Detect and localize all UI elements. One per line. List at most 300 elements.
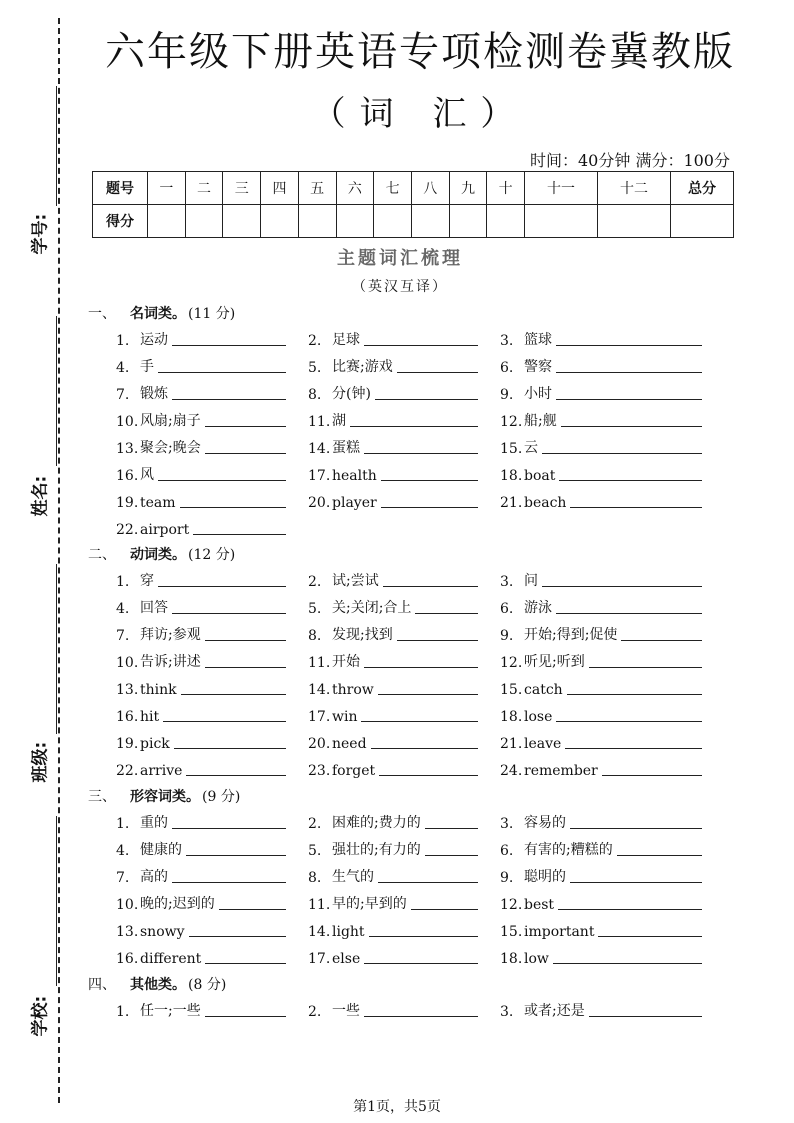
answer-blank[interactable] (205, 1002, 286, 1017)
vocab-item (308, 597, 478, 617)
item-word: low (524, 951, 549, 967)
score-table (92, 171, 734, 238)
item-word: 比赛;游戏 (332, 359, 393, 375)
item-word: 高的 (140, 869, 168, 885)
item-word: 发现;找到 (332, 627, 393, 643)
vocab-item (500, 624, 702, 644)
student-id-line[interactable] (56, 86, 57, 206)
answer-blank[interactable] (205, 439, 286, 454)
item-number: 16. (116, 709, 139, 725)
item-number: 22. (116, 522, 139, 538)
item-word: health (332, 468, 377, 484)
item-number: 3. (500, 816, 514, 832)
vocab-item (500, 491, 702, 511)
school-label: 学校: (30, 995, 51, 1037)
item-word: team (140, 495, 176, 511)
vocab-item (116, 893, 286, 913)
vocab-item (500, 759, 702, 779)
column-header: 八 (411, 172, 449, 205)
item-number: 11. (308, 655, 331, 671)
item-number: 21. (500, 736, 523, 752)
item-number: 1. (116, 1004, 130, 1020)
answer-blank[interactable] (397, 626, 478, 641)
school-line[interactable] (56, 816, 57, 986)
vocab-item (500, 437, 702, 457)
answer-blank[interactable] (558, 895, 702, 910)
answer-blank[interactable] (570, 814, 702, 829)
answer-blank[interactable] (542, 439, 702, 454)
item-word: 健康的 (140, 842, 182, 858)
class-label: 班级: (30, 741, 51, 783)
vocab-item (500, 893, 702, 913)
answer-blank[interactable] (542, 572, 702, 587)
section-number: 三、 (88, 789, 116, 805)
item-number: 6. (500, 360, 514, 376)
item-word: light (332, 924, 365, 940)
item-word: pick (140, 736, 170, 752)
item-number: 16. (116, 951, 139, 967)
vocab-item (116, 624, 286, 644)
answer-blank[interactable] (556, 385, 702, 400)
item-number: 12. (500, 655, 523, 671)
answer-blank[interactable] (415, 599, 478, 614)
item-word: catch (524, 682, 563, 698)
item-number: 23. (308, 763, 331, 779)
item-number: 4. (116, 601, 130, 617)
score-row-header: 得分 (93, 205, 148, 238)
score-cell[interactable] (223, 205, 261, 238)
vocab-item (308, 410, 478, 430)
item-word: 问 (524, 573, 538, 589)
item-word: 游泳 (524, 600, 552, 616)
item-number: 5. (308, 601, 322, 617)
item-number: 19. (116, 495, 139, 511)
item-word: 小时 (524, 386, 552, 402)
item-number: 21. (500, 495, 523, 511)
column-header: 九 (449, 172, 487, 205)
item-number: 1. (116, 333, 130, 349)
answer-blank[interactable] (598, 922, 702, 937)
answer-blank[interactable] (378, 680, 478, 695)
answer-blank[interactable] (186, 841, 286, 856)
answer-blank[interactable] (364, 949, 478, 964)
vocab-item (308, 329, 478, 349)
item-word: 手 (140, 359, 154, 375)
answer-blank[interactable] (364, 439, 478, 454)
vocab-item (308, 812, 478, 832)
column-header: 十一 (525, 172, 598, 205)
answer-blank[interactable] (425, 814, 478, 829)
answer-blank[interactable] (378, 868, 478, 883)
answer-blank[interactable] (172, 814, 286, 829)
item-word: 生气的 (332, 869, 374, 885)
section-score: (12 分) (188, 547, 236, 563)
section-number: 四、 (88, 977, 116, 993)
item-number: 8. (308, 870, 322, 886)
item-word: 开始 (332, 654, 360, 670)
item-word: different (140, 951, 202, 967)
item-word: else (332, 951, 361, 967)
answer-blank[interactable] (350, 412, 478, 427)
item-word: important (524, 924, 595, 940)
answer-blank[interactable] (181, 680, 286, 695)
student-id-field[interactable] (18, 80, 58, 270)
page-footer: 第1页，共5页 (353, 1099, 441, 1115)
answer-blank[interactable] (158, 466, 286, 481)
item-word: 分(钟) (332, 386, 371, 402)
section-score: (8 分) (188, 977, 227, 993)
item-word: boat (524, 468, 556, 484)
item-number: 4. (116, 360, 130, 376)
answer-blank[interactable] (158, 572, 286, 587)
answer-blank[interactable] (621, 626, 702, 641)
item-number: 6. (500, 601, 514, 617)
item-word: 警察 (524, 359, 552, 375)
item-word: 关;关闭;合上 (332, 600, 412, 616)
answer-blank[interactable] (553, 949, 702, 964)
cut-line (58, 18, 60, 1103)
vocab-item (500, 839, 702, 859)
item-number: 5. (308, 843, 322, 859)
theme-subtitle: （英汉互译） (352, 279, 448, 295)
score-cell[interactable] (261, 205, 299, 238)
answer-blank[interactable] (364, 1002, 478, 1017)
item-word: 听见;听到 (524, 654, 585, 670)
answer-blank[interactable] (556, 707, 702, 722)
item-word: player (332, 495, 377, 511)
vocab-item (308, 437, 478, 457)
vocab-item (500, 947, 702, 967)
answer-blank[interactable] (369, 922, 478, 937)
score-cell[interactable] (487, 205, 525, 238)
answer-blank[interactable] (364, 653, 478, 668)
theme-title: 主题词汇梳理 (337, 248, 463, 269)
vocab-item (500, 383, 702, 403)
class-field[interactable] (18, 564, 58, 783)
item-number: 22. (116, 763, 139, 779)
vocab-item (116, 839, 286, 859)
answer-blank[interactable] (589, 653, 702, 668)
column-header: 三 (223, 172, 261, 205)
vocab-item (116, 464, 286, 484)
section-heading (88, 303, 235, 323)
score-cell[interactable] (525, 205, 598, 238)
item-number: 8. (308, 387, 322, 403)
answer-blank[interactable] (561, 412, 702, 427)
item-number: 2. (308, 574, 322, 590)
column-header: 十二 (597, 172, 670, 205)
item-word: 聚会;晚会 (140, 440, 201, 456)
vocab-item (308, 732, 478, 752)
item-number: 2. (308, 333, 322, 349)
vocab-item (308, 759, 478, 779)
item-word: 或者;还是 (524, 1003, 585, 1019)
time-info: 时间：40分钟 满分：100分 (530, 151, 730, 170)
item-word: win (332, 709, 358, 725)
item-number: 6. (500, 843, 514, 859)
vocab-item (116, 947, 286, 967)
item-word: leave (524, 736, 562, 752)
vocab-item (116, 518, 286, 538)
vocab-item (116, 410, 286, 430)
answer-blank[interactable] (383, 572, 478, 587)
item-number: 9. (500, 628, 514, 644)
item-number: 18. (500, 951, 523, 967)
item-number: 3. (500, 333, 514, 349)
answer-blank[interactable] (219, 895, 286, 910)
name-field[interactable] (18, 316, 58, 526)
item-word: 有害的;糟糕的 (524, 842, 613, 858)
answer-blank[interactable] (617, 841, 702, 856)
answer-blank[interactable] (205, 412, 286, 427)
vocab-item (116, 920, 286, 940)
item-number: 4. (116, 843, 130, 859)
score-cell[interactable] (298, 205, 336, 238)
answer-blank[interactable] (205, 653, 286, 668)
item-number: 13. (116, 924, 139, 940)
answer-blank[interactable] (602, 761, 702, 776)
vocab-item (308, 678, 478, 698)
item-number: 10. (116, 897, 139, 913)
answer-blank[interactable] (570, 493, 702, 508)
item-number: 10. (116, 655, 139, 671)
item-word: think (140, 682, 177, 698)
answer-blank[interactable] (570, 868, 702, 883)
vocab-item (500, 570, 702, 590)
vocab-item (308, 920, 478, 940)
column-header: 十 (487, 172, 525, 205)
item-word: 风扇;扇子 (140, 413, 201, 429)
item-word: 运动 (140, 332, 168, 348)
item-word: 重的 (140, 815, 168, 831)
answer-blank[interactable] (375, 385, 478, 400)
item-number: 2. (308, 1004, 322, 1020)
answer-blank[interactable] (193, 520, 286, 535)
answer-blank[interactable] (559, 466, 702, 481)
vocab-item (308, 356, 478, 376)
item-number: 7. (116, 870, 130, 886)
vocab-item (500, 410, 702, 430)
section-score: (9 分) (202, 789, 241, 805)
vocab-item (116, 812, 286, 832)
answer-blank[interactable] (205, 626, 286, 641)
item-word: hit (140, 709, 160, 725)
vocab-item (500, 920, 702, 940)
item-number: 13. (116, 682, 139, 698)
answer-blank[interactable] (163, 707, 286, 722)
answer-blank[interactable] (172, 331, 286, 346)
item-word: 锻炼 (140, 386, 168, 402)
total-score-header: 总分 (671, 172, 734, 205)
vocab-item (116, 705, 286, 725)
section-heading (88, 544, 235, 564)
answer-blank[interactable] (180, 493, 286, 508)
vocab-item (116, 383, 286, 403)
vocab-item (500, 597, 702, 617)
item-word: throw (332, 682, 374, 698)
item-number: 1. (116, 816, 130, 832)
item-number: 24. (500, 763, 523, 779)
score-table-header-row (93, 172, 734, 205)
item-number: 17. (308, 951, 331, 967)
answer-blank[interactable] (589, 1002, 702, 1017)
answer-blank[interactable] (381, 493, 478, 508)
section-score: (11 分) (188, 306, 236, 322)
answer-blank[interactable] (567, 680, 702, 695)
item-number: 18. (500, 468, 523, 484)
item-number: 17. (308, 468, 331, 484)
vocab-item (308, 947, 478, 967)
column-header: 五 (298, 172, 336, 205)
answer-blank[interactable] (174, 734, 286, 749)
vocab-item (116, 759, 286, 779)
item-number: 7. (116, 387, 130, 403)
score-cell[interactable] (374, 205, 412, 238)
answer-blank[interactable] (172, 868, 286, 883)
vocab-item (116, 491, 286, 511)
item-number: 7. (116, 628, 130, 644)
vocab-item (116, 651, 286, 671)
section-title: 其他类。 (130, 977, 186, 993)
item-word: 告诉;讲述 (140, 654, 201, 670)
item-number: 12. (500, 414, 523, 430)
answer-blank[interactable] (411, 895, 478, 910)
vocab-item (308, 705, 478, 725)
answer-blank[interactable] (397, 358, 478, 373)
section-title: 动词类。 (130, 547, 186, 563)
item-number: 14. (308, 682, 331, 698)
item-number: 13. (116, 441, 139, 457)
vocab-item (116, 866, 286, 886)
vocab-item (116, 597, 286, 617)
answer-blank[interactable] (189, 922, 286, 937)
item-number: 19. (116, 736, 139, 752)
answer-blank[interactable] (556, 599, 702, 614)
item-word: arrive (140, 763, 183, 779)
item-number: 11. (308, 414, 331, 430)
score-cell[interactable] (411, 205, 449, 238)
item-word: 开始;得到;促使 (524, 627, 618, 643)
item-number: 1. (116, 574, 130, 590)
item-word: 湖 (332, 413, 346, 429)
item-word: 一些 (332, 1003, 360, 1019)
vocab-item (116, 732, 286, 752)
item-number: 15. (500, 924, 523, 940)
section-number: 二、 (88, 547, 116, 563)
answer-blank[interactable] (556, 358, 702, 373)
item-word: 任一;一些 (140, 1003, 201, 1019)
answer-blank[interactable] (381, 466, 478, 481)
item-word: need (332, 736, 367, 752)
score-cell[interactable] (336, 205, 374, 238)
section-heading (88, 786, 240, 806)
score-cell[interactable] (597, 205, 670, 238)
item-word: 回答 (140, 600, 168, 616)
item-word: 早的;早到的 (332, 896, 407, 912)
answer-blank[interactable] (205, 949, 286, 964)
item-word: 晚的;迟到的 (140, 896, 215, 912)
vocab-item (308, 491, 478, 511)
item-number: 9. (500, 870, 514, 886)
vocab-item (500, 1000, 702, 1020)
score-cell[interactable] (185, 205, 223, 238)
item-number: 11. (308, 897, 331, 913)
answer-blank[interactable] (565, 734, 702, 749)
answer-blank[interactable] (364, 331, 478, 346)
answer-blank[interactable] (158, 358, 286, 373)
question-number-header: 题号 (93, 172, 148, 205)
item-word: 风 (140, 467, 154, 483)
vocab-item (308, 1000, 478, 1020)
answer-blank[interactable] (379, 761, 478, 776)
vocab-item (308, 464, 478, 484)
answer-blank[interactable] (425, 841, 478, 856)
vocab-item (308, 570, 478, 590)
class-line[interactable] (56, 564, 57, 734)
school-field[interactable] (18, 816, 58, 1036)
item-number: 17. (308, 709, 331, 725)
item-number: 16. (116, 468, 139, 484)
score-cell[interactable] (148, 205, 186, 238)
item-word: 困难的;费力的 (332, 815, 421, 831)
section-title: 形容词类。 (130, 789, 200, 805)
vocab-item (308, 383, 478, 403)
answer-blank[interactable] (186, 761, 286, 776)
column-header: 四 (261, 172, 299, 205)
vocab-item (500, 812, 702, 832)
vocab-item (500, 705, 702, 725)
student-id-label: 学号: (30, 213, 51, 255)
item-word: 船;舰 (524, 413, 557, 429)
answer-blank[interactable] (172, 599, 286, 614)
vocab-item (500, 866, 702, 886)
section-number: 一、 (88, 306, 116, 322)
item-number: 15. (500, 441, 523, 457)
name-label: 姓名: (30, 475, 51, 517)
name-line[interactable] (56, 316, 57, 466)
vocab-item (308, 624, 478, 644)
item-word: lose (524, 709, 553, 725)
column-header: 七 (374, 172, 412, 205)
item-number: 3. (500, 574, 514, 590)
vocab-item (500, 732, 702, 752)
vocab-item (500, 329, 702, 349)
item-number: 14. (308, 441, 331, 457)
item-word: 篮球 (524, 332, 552, 348)
column-header: 一 (148, 172, 186, 205)
vocab-item (308, 893, 478, 913)
page-title: 六年级下册英语专项检测卷冀教版 (105, 29, 735, 75)
total-score-cell[interactable] (671, 205, 734, 238)
answer-blank[interactable] (361, 707, 478, 722)
item-number: 15. (500, 682, 523, 698)
item-word: 强壮的;有力的 (332, 842, 421, 858)
answer-blank[interactable] (172, 385, 286, 400)
vocab-item (116, 329, 286, 349)
answer-blank[interactable] (556, 331, 702, 346)
item-number: 14. (308, 924, 331, 940)
item-word: best (524, 897, 555, 913)
item-number: 9. (500, 387, 514, 403)
vocab-item (308, 651, 478, 671)
item-word: 试;尝试 (332, 573, 379, 589)
score-cell[interactable] (449, 205, 487, 238)
answer-blank[interactable] (371, 734, 478, 749)
item-number: 3. (500, 1004, 514, 1020)
item-word: remember (524, 763, 598, 779)
section-title: 名词类。 (130, 306, 186, 322)
item-word: 拜访;参观 (140, 627, 201, 643)
